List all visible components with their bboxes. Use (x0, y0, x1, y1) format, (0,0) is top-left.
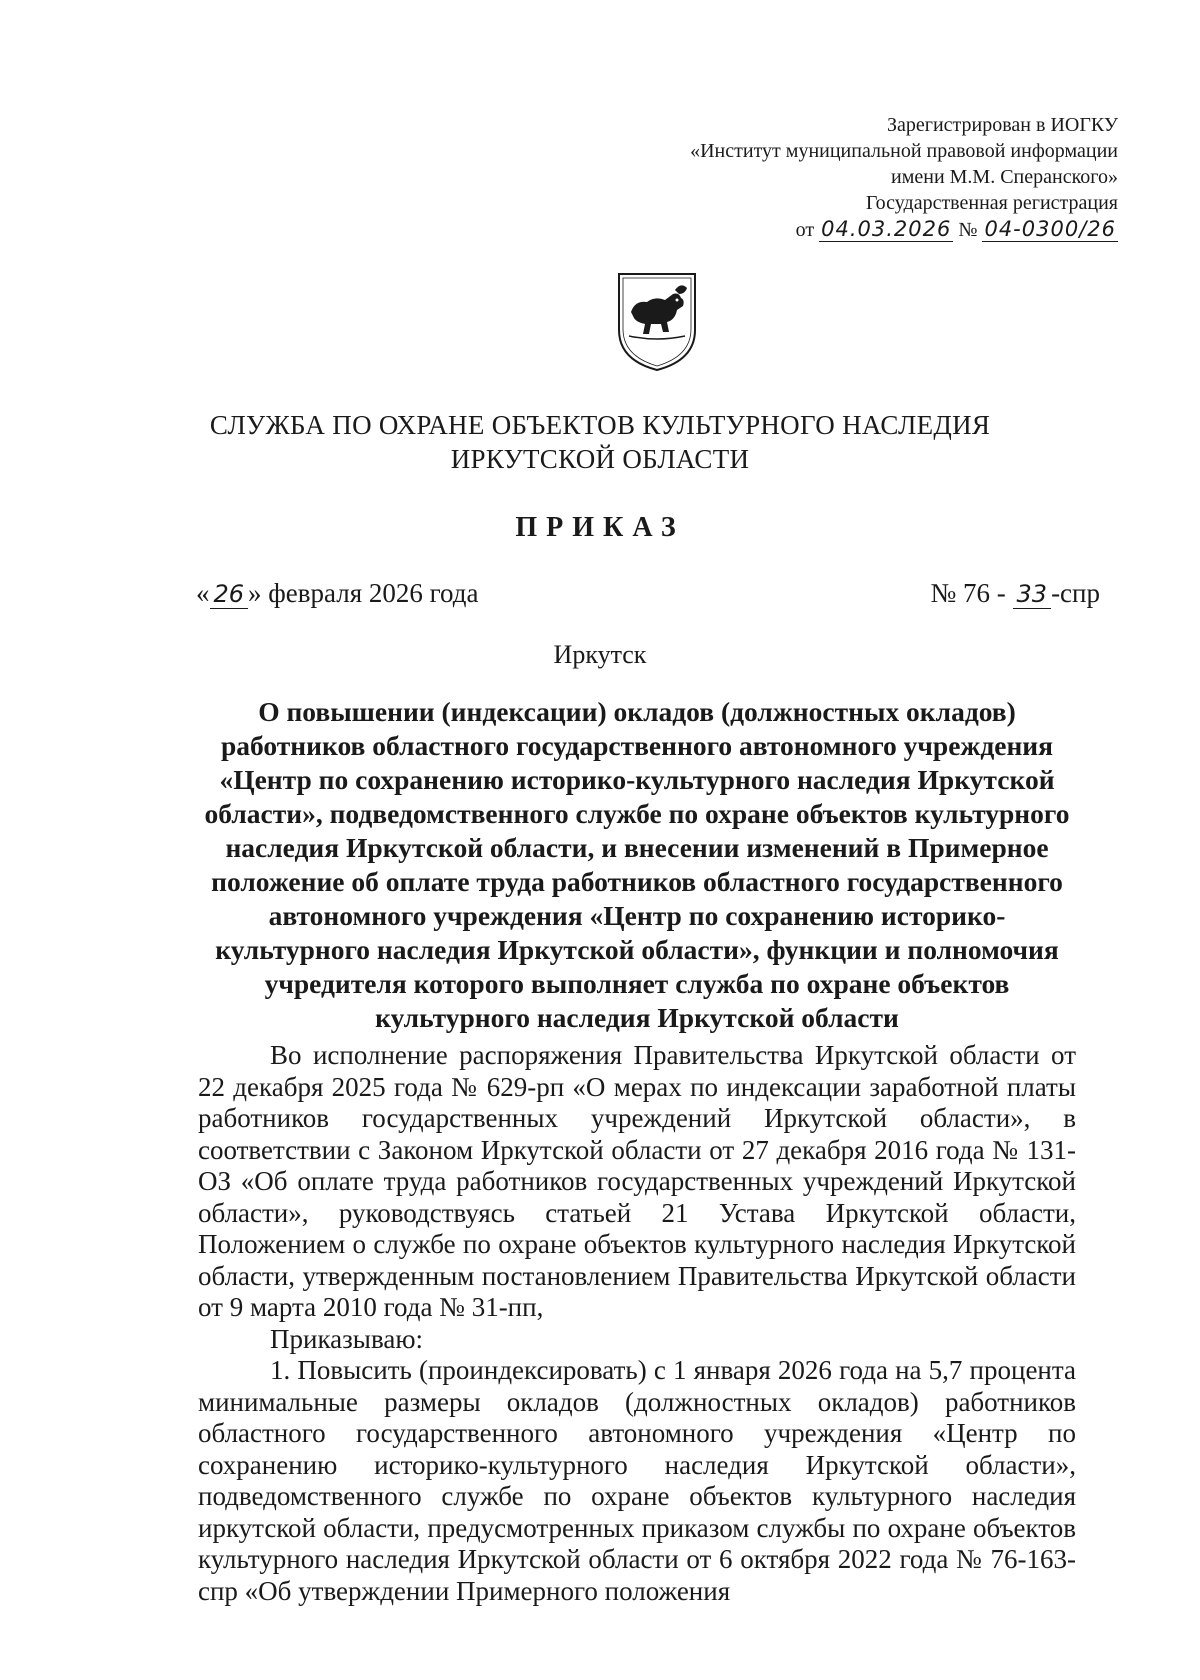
order-heading: О повышении (индексации) окладов (должностных окладов) работников областного государственного автономного учреждения «Центр по сохранению историко-культурного наследия Иркутской области», подведомственного службе по охране объектов культурного наследия Иркутской области, и внесении изменений в Примерное положение об оплате труда работников областного государственного автономного учреждения «Центр по сохранению историко-культурного наследия Иркутской области», функции и полномочия учредителя которого выполняет служба по охране объектов культурного наследия Иркутской области (204, 696, 1070, 1033)
registration-details (558, 216, 1118, 243)
order-date-day: 26 (210, 580, 249, 609)
registration-number: 04-0300/26 (984, 217, 1116, 241)
irkutsk-coat-of-arms-icon (615, 270, 699, 374)
order-date-open-quote: « (196, 578, 210, 608)
organization-line-1: СЛУЖБА ПО ОХРАНЕ ОБЪЕКТОВ КУЛЬТУРНОГО НАСЛЕДИЯ (209, 410, 991, 440)
registration-date: 04.03.2026 (821, 217, 952, 241)
order-number-value: 33 (1013, 580, 1052, 609)
organization-line-2: ИРКУТСКОЙ ОБЛАСТИ (450, 444, 750, 474)
city: Иркутск (553, 640, 647, 669)
document-body (198, 1040, 1076, 1607)
order-number-suffix: -спр (1051, 578, 1100, 608)
registration-from-label: от (795, 219, 815, 241)
registration-line-1: Зарегистрирован в ИОГКУ (887, 114, 1118, 136)
registration-line-4: Государственная регистрация (865, 192, 1118, 214)
order-date (196, 578, 478, 609)
registration-stamp (558, 112, 1118, 243)
registration-number-label: № (958, 219, 978, 241)
order-number (931, 578, 1101, 609)
order-date-close-quote: » (248, 578, 262, 608)
organization-name (0, 408, 1200, 476)
registration-line-3: имени М.М. Сперанского» (891, 166, 1118, 188)
registration-line-2: «Институт муниципальной правовой информации (690, 140, 1118, 162)
order-date-rest: февраля 2026 года (268, 578, 479, 608)
preamble-paragraph: Во исполнение распоряжения Правительства Иркутской области от 22 декабря 2025 года № 629-рп «О мерах по индексации заработной платы работников государственных учреждений Иркутской области», в соответствии с Законом Иркутской области от 27 декабря 2016 года № 131-ОЗ «Об оплате труда работников государственных учреждений Иркутской области», руководствуясь статьей 21 Устава Иркутской области, Положением о службе по охране объектов культурного наследия Иркутской области, утвержденным постановлением Правительства Иркутской области от 9 марта 2010 года № 31-пп, (198, 1040, 1076, 1322)
item-1-paragraph: 1. Повысить (проиндексировать) с 1 января 2026 года на 5,7 процента минимальные размеры окладов (должностных окладов) работников областного государственного автономного учреждения «Центр по сохранению историко-культурного наследия Иркутской области», подведомственного службе по охране объектов культурного наследия иркутской области, предусмотренных приказом службы по охране объектов культурного наследия Иркутской области от 6 октября 2022 года № 76-163-спр «Об утверждении Примерного положения (198, 1355, 1076, 1606)
document-type-title: ПРИКАЗ (515, 512, 685, 543)
order-number-prefix: № 76 - (930, 578, 1006, 608)
order-word: Приказываю: (270, 1323, 423, 1354)
